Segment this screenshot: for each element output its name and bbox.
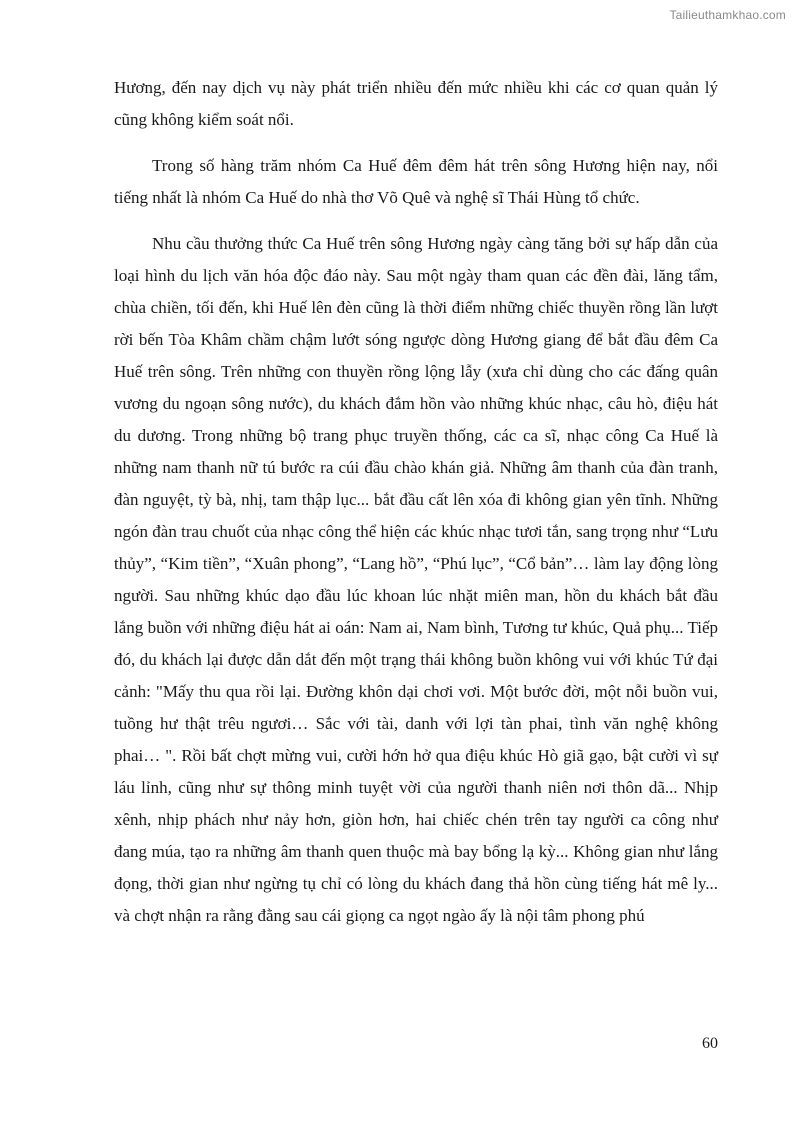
paragraph-continuation: Hương, đến nay dịch vụ này phát triển nhiều đến mức nhiều khi các cơ quan quản lý cũng không kiểm soát nổi.: [114, 78, 718, 129]
document-body: [114, 72, 718, 946]
watermark: Tailieuthamkhao.com: [669, 8, 786, 22]
paragraph-ca-hue-experience: Nhu cầu thưởng thức Ca Huế trên sông Hương ngày càng tăng bởi sự hấp dẫn của loại hình du lịch văn hóa độc đáo này. Sau một ngày tham quan các đền đài, lăng tẩm, chùa chiền, tối đến, khi Huế lên đèn cũng là thời điểm những chiếc thuyền rồng lần lượt rời bến Tòa Khâm chầm chậm lướt sóng ngược dòng Hương giang để bắt đầu đêm Ca Huế trên sông. Trên những con thuyền rồng lộng lẫy (xưa chỉ dùng cho các đấng quân vương du ngoạn sông nước), du khách đắm hồn vào những khúc nhạc, câu hò, điệu hát du dương. Trong những bộ trang phục truyền thống, các ca sĩ, nhạc công Ca Huế là những nam thanh nữ tú bước ra cúi đầu chào khán giả. Những âm thanh của đàn tranh, đàn nguyệt, tỳ bà, nhị, tam thập lục... bắt đầu cất lên xóa đi không gian yên tĩnh. Những ngón đàn trau chuốt của nhạc công thể hiện các khúc nhạc tươi tắn, sang trọng như “Lưu thủy”, “Kim tiền”, “Xuân phong”, “Lang hồ”, “Phú lục”, “Cổ bản”… làm lay động lòng người. Sau những khúc dạo đầu lúc khoan lúc nhặt miên man, hồn du khách bắt đầu lắng buồn với những điệu hát ai oán: Nam ai, Nam bình, Tương tư khúc, Quả phụ... Tiếp đó, du khách lại được dẫn dắt đến một trạng thái không buồn không vui với khúc Tứ đại cảnh: "Mấy thu qua rồi lại. Đường khôn dại chơi vơi. Một bước đời, một nỗi buồn vui, tuồng hư thật trêu ngươi… Sắc với tài, danh với lợi tàn phai, tình văn nghệ không phai… ". Rồi bất chợt mừng vui, cười hớn hở qua điệu khúc Hò giã gạo, bật cười vì sự láu lỉnh, cũng như sự thông minh tuyệt vời của người thanh niên nơi thôn dã... Nhịp xênh, nhịp phách như nảy hơn, giòn hơn, hai chiếc chén trên tay người ca công như đang múa, tạo ra những âm thanh quen thuộc mà bay bổng lạ kỳ... Không gian như lắng đọng, thời gian như ngừng tụ chỉ có lòng du khách đang thả hồn cùng tiếng hát mê ly... và chợt nhận ra rằng đằng sau cái giọng ca ngọt ngào ấy là nội tâm phong phú: [114, 234, 718, 925]
page-number: 60: [702, 1035, 718, 1052]
paragraph-famous-groups: Trong số hàng trăm nhóm Ca Huế đêm đêm hát trên sông Hương hiện nay, nổi tiếng nhất là nhóm Ca Huế do nhà thơ Võ Quê và nghệ sĩ Thái Hùng tổ chức.: [114, 156, 718, 207]
